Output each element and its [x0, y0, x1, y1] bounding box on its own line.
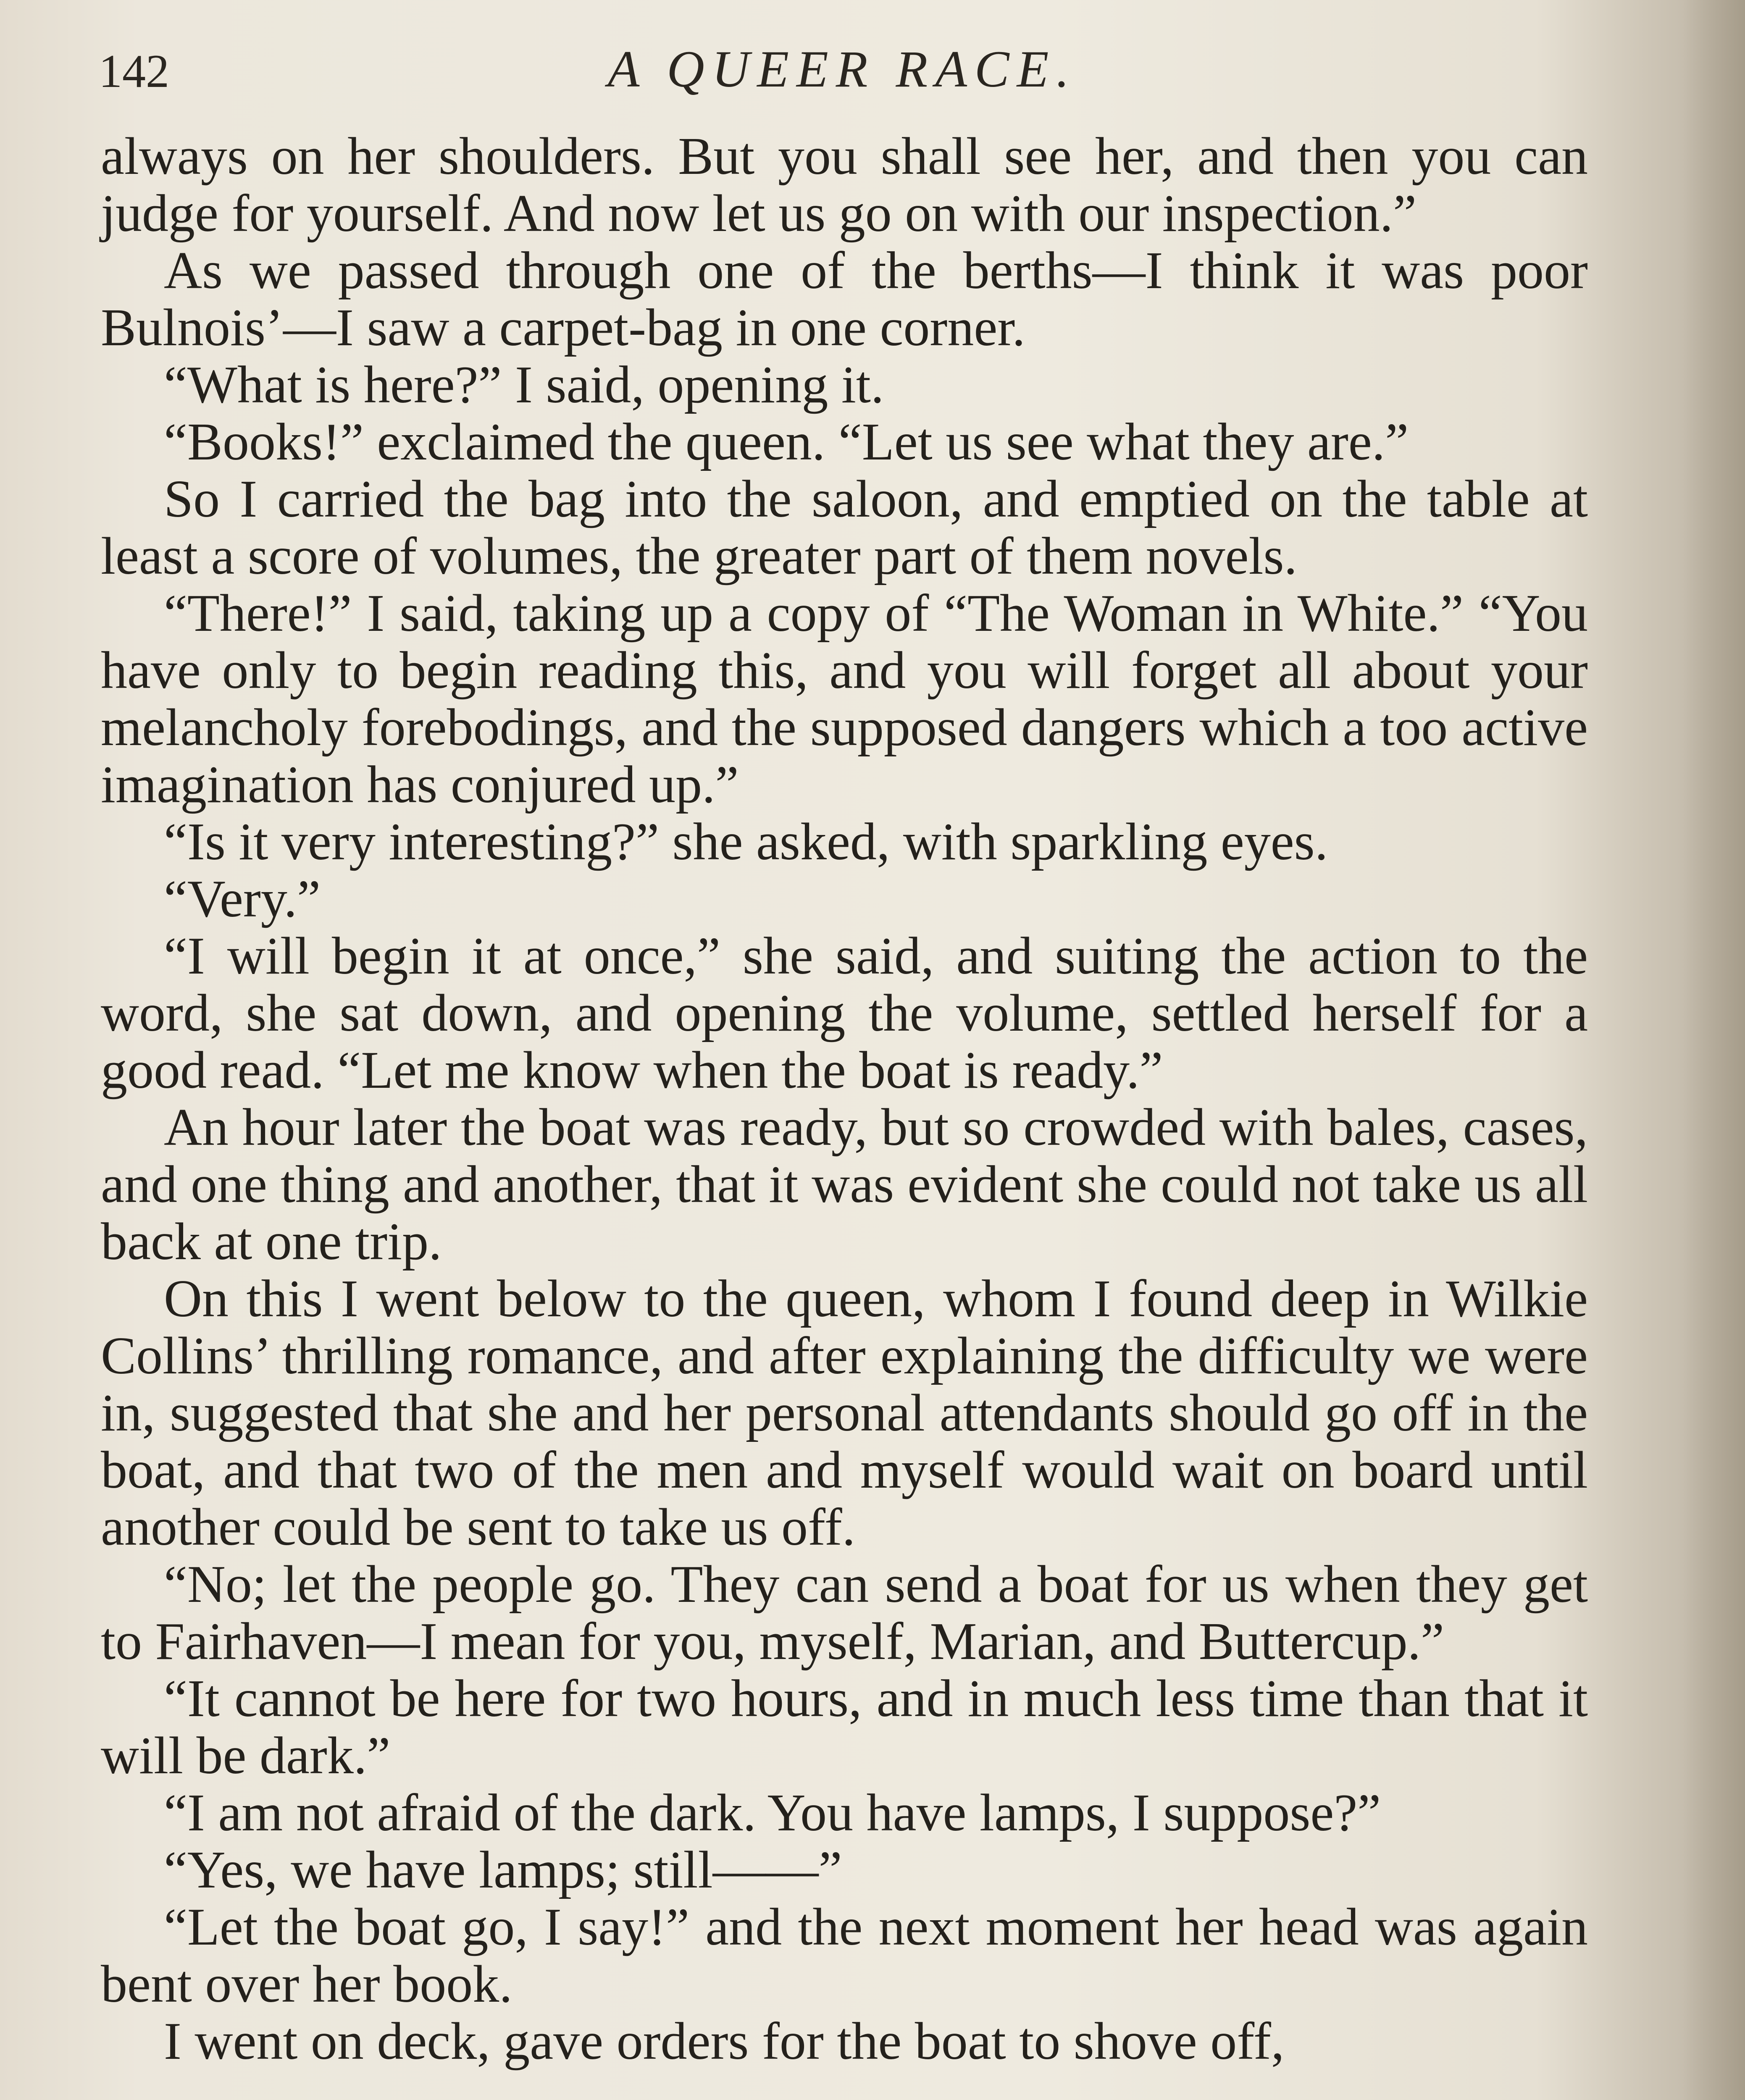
page-number: 142: [99, 45, 169, 97]
page-edge-shadow: [1682, 0, 1745, 2100]
running-head: [99, 38, 1586, 101]
body-text: [101, 128, 1588, 2070]
paragraph: “Books!” exclaimed the queen. “Let us see what they are.”: [164, 413, 1409, 471]
paragraph: “It cannot be here for two hours, and in much less time than that it will be dark.”: [101, 1670, 1588, 1785]
paragraph: “What is here?” I said, opening it.: [164, 356, 884, 414]
paragraph: “I will begin it at once,” she said, and suiting the action to the word, she sat down, and opening the volume, settled herself for a good read. “Let me know when the boat is ready.”: [101, 927, 1588, 1100]
paragraph: “Is it very interesting?” she asked, with sparkling eyes.: [164, 813, 1328, 871]
paragraph: On this I went below to the queen, whom I found deep in Wilkie Collins’ thrilling romance, and after explaining the difficulty we were in, suggested that she and her personal attendants should go off in the boat, and that two of the men and myself would wait on board until another could be sent to take us off.: [101, 1270, 1588, 1557]
paragraph: “Let the boat go, I say!” and the next moment her head was again bent over her book.: [101, 1898, 1588, 2013]
paragraph: An hour later the boat was ready, but so crowded with bales, cases, and one thing and another, that it was evident she could not take us all back at one trip.: [101, 1098, 1588, 1271]
paragraph: “No; let the people go. They can send a boat for us when they get to Fairhaven—I mean for you, myself, Marian, and Buttercup.”: [101, 1555, 1588, 1671]
paragraph: “Yes, we have lamps; still——”: [164, 1841, 842, 1899]
paragraph: So I carried the bag into the saloon, and emptied on the table at least a score of volumes, the greater part of them novels.: [101, 470, 1588, 585]
paragraph: I went on deck, gave orders for the boat to shove off,: [164, 2012, 1285, 2071]
paragraph: “I am not afraid of the dark. You have lamps, I suppose?”: [164, 1784, 1381, 1842]
paragraph: “There!” I said, taking up a copy of “The Woman in White.” “You have only to begin reading this, and you will forget all about your melancholy forebodings, and the supposed dangers which a too active imagination has conjured up.”: [101, 584, 1588, 814]
running-title: A QUEER RACE.: [607, 40, 1077, 98]
paragraph: always on her shoulders. But you shall see her, and then you can judge for yourself. And now let us go on with our inspection.”: [101, 127, 1588, 243]
paragraph: As we passed through one of the berths—I think it was poor Bulnois’—I saw a carpet-bag in one corner.: [101, 242, 1588, 357]
paragraph: “Very.”: [164, 870, 321, 928]
